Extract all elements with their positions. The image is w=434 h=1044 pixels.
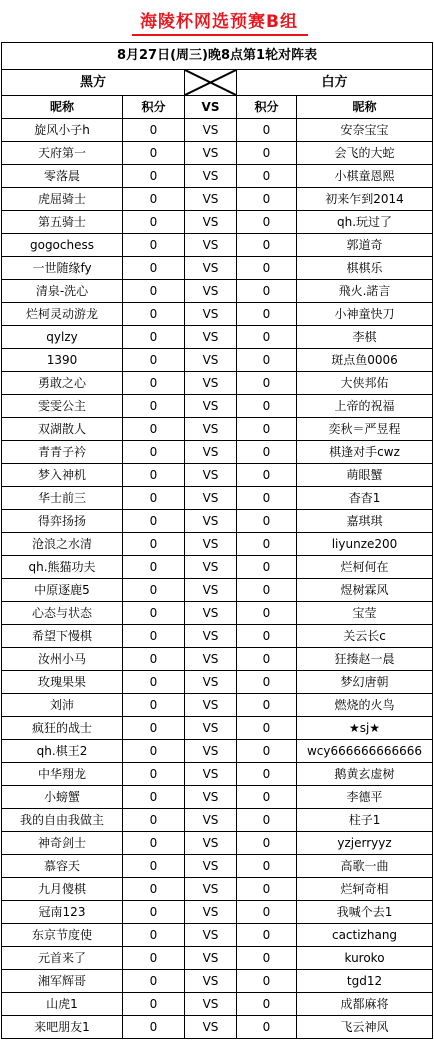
white-player-name: qh.玩过了 [297,211,433,234]
black-score: 0 [123,441,185,464]
subtitle-row [2,43,433,70]
vs-label: VS [185,211,237,234]
white-player-name: 李德平 [297,786,433,809]
table-row [2,717,433,740]
vs-label: VS [185,487,237,510]
white-score: 0 [237,533,297,556]
black-score: 0 [123,372,185,395]
white-score: 0 [237,418,297,441]
white-player-name: 关云长c [297,625,433,648]
black-player-name: 梦入神机 [2,464,123,487]
white-player-name: 燃烧的火鸟 [297,694,433,717]
white-player-name: 棋逢对手cwz [297,441,433,464]
black-score: 0 [123,303,185,326]
white-player-name: 烂轲奇相 [297,878,433,901]
black-score: 0 [123,165,185,188]
black-score: 0 [123,855,185,878]
table-row [2,625,433,648]
vs-label: VS [185,855,237,878]
white-score: 0 [237,257,297,280]
white-score: 0 [237,878,297,901]
black-score: 0 [123,234,185,257]
vs-label: VS [185,1016,237,1039]
white-player-name: 成都麻将 [297,993,433,1016]
black-player-name: 中原逐鹿5 [2,579,123,602]
vs-label: VS [185,119,237,142]
table-row [2,349,433,372]
white-score: 0 [237,855,297,878]
table-row [2,372,433,395]
vs-label: VS [185,142,237,165]
white-player-name: 嘉琪琪 [297,510,433,533]
black-score: 0 [123,487,185,510]
table-row [2,901,433,924]
black-player-name: 慕容天 [2,855,123,878]
black-score: 0 [123,188,185,211]
header-score-right: 积分 [237,96,297,119]
white-score: 0 [237,1016,297,1039]
black-score: 0 [123,924,185,947]
black-score: 0 [123,947,185,970]
white-score: 0 [237,510,297,533]
table-row [2,556,433,579]
black-score: 0 [123,901,185,924]
white-side-label: 白方 [237,70,433,96]
black-player-name: 我的自由我做主 [2,809,123,832]
white-player-name: 梦幻唐朝 [297,671,433,694]
vs-label: VS [185,648,237,671]
white-score: 0 [237,464,297,487]
black-player-name: 东京节度使 [2,924,123,947]
header-score-left: 积分 [123,96,185,119]
table-row [2,142,433,165]
black-player-name: 希望下慢棋 [2,625,123,648]
white-player-name: 杳杳1 [297,487,433,510]
white-player-name: 飛火.諾言 [297,280,433,303]
white-score: 0 [237,924,297,947]
vs-label: VS [185,257,237,280]
table-row [2,786,433,809]
table-row [2,165,433,188]
vs-label: VS [185,602,237,625]
table-row [2,832,433,855]
black-player-name: 得弈扬扬 [2,510,123,533]
black-score: 0 [123,510,185,533]
table-row [2,947,433,970]
white-player-name: 斑点鱼0006 [297,349,433,372]
black-score: 0 [123,763,185,786]
black-player-name: 虎屈骑士 [2,188,123,211]
table-row [2,188,433,211]
white-player-name: 烂柯何在 [297,556,433,579]
vs-label: VS [185,533,237,556]
title-area [0,0,434,42]
vs-label: VS [185,947,237,970]
white-score: 0 [237,280,297,303]
black-score: 0 [123,832,185,855]
table-row [2,487,433,510]
header-vs: VS [185,96,237,119]
black-player-name: 刘沛 [2,694,123,717]
white-score: 0 [237,349,297,372]
table-row [2,694,433,717]
black-score: 0 [123,418,185,441]
vs-label: VS [185,970,237,993]
black-player-name: 来吧朋友1 [2,1016,123,1039]
table-row [2,441,433,464]
white-score: 0 [237,832,297,855]
white-player-name: 郭道奇 [297,234,433,257]
black-score: 0 [123,211,185,234]
table-row [2,1016,433,1039]
vs-label: VS [185,165,237,188]
table-row [2,878,433,901]
white-score: 0 [237,142,297,165]
pairing-table [1,42,433,1039]
black-player-name: 心态与状态 [2,602,123,625]
black-player-name: 一世随缘fy [2,257,123,280]
table-row [2,671,433,694]
header-nick-left: 昵称 [2,96,123,119]
black-player-name: 清泉-洗心 [2,280,123,303]
table-row [2,648,433,671]
white-score: 0 [237,487,297,510]
vs-label: VS [185,418,237,441]
white-score: 0 [237,717,297,740]
white-player-name: 会飞的大蛇 [297,142,433,165]
white-player-name: 奕秋＝严昱程 [297,418,433,441]
white-score: 0 [237,188,297,211]
table-row [2,280,433,303]
table-row [2,809,433,832]
table-row [2,234,433,257]
vs-label: VS [185,395,237,418]
white-score: 0 [237,211,297,234]
white-player-name: 李棋 [297,326,433,349]
white-player-name: 萌眼蟹 [297,464,433,487]
black-score: 0 [123,602,185,625]
black-score: 0 [123,786,185,809]
black-player-name: 天府第一 [2,142,123,165]
table-row [2,510,433,533]
vs-label: VS [185,625,237,648]
black-score: 0 [123,556,185,579]
header-nick-right: 昵称 [297,96,433,119]
white-player-name: yzjerryyz [297,832,433,855]
column-header-row [2,96,433,119]
black-player-name: qylzy [2,326,123,349]
vs-label: VS [185,694,237,717]
vs-label: VS [185,832,237,855]
vs-label: VS [185,326,237,349]
white-score: 0 [237,395,297,418]
black-player-name: 中华翔龙 [2,763,123,786]
black-player-name: 零落晨 [2,165,123,188]
table-row [2,763,433,786]
black-score: 0 [123,257,185,280]
white-player-name: 初来乍到2014 [297,188,433,211]
table-row [2,303,433,326]
white-score: 0 [237,694,297,717]
black-player-name: 汝州小马 [2,648,123,671]
white-player-name: 煜树霖风 [297,579,433,602]
white-player-name: tgd12 [297,970,433,993]
black-player-name: 雯雯公主 [2,395,123,418]
white-score: 0 [237,901,297,924]
black-player-name: 双湖散人 [2,418,123,441]
black-player-name: 青青子衿 [2,441,123,464]
white-player-name: 小棋童恩熙 [297,165,433,188]
black-player-name: 疯狂的战士 [2,717,123,740]
black-player-name: 九月傻棋 [2,878,123,901]
table-row [2,211,433,234]
black-score: 0 [123,717,185,740]
white-player-name: 棋棋乐 [297,257,433,280]
black-player-name: 湘军辉哥 [2,970,123,993]
black-score: 0 [123,1016,185,1039]
vs-label: VS [185,901,237,924]
vs-label: VS [185,303,237,326]
table-row [2,326,433,349]
white-score: 0 [237,579,297,602]
vs-label: VS [185,556,237,579]
white-player-name: 大侠邦佑 [297,372,433,395]
black-player-name: 旋风小子h [2,119,123,142]
vs-label: VS [185,671,237,694]
white-player-name: 上帝的祝福 [297,395,433,418]
white-score: 0 [237,441,297,464]
vs-label: VS [185,878,237,901]
table-row [2,257,433,280]
vs-label: VS [185,579,237,602]
table-row [2,418,433,441]
black-player-name: 冠南123 [2,901,123,924]
white-score: 0 [237,625,297,648]
black-player-name: 第五骑士 [2,211,123,234]
vs-label: VS [185,510,237,533]
white-score: 0 [237,372,297,395]
white-player-name: 柱子1 [297,809,433,832]
black-score: 0 [123,970,185,993]
white-score: 0 [237,786,297,809]
white-player-name: 我喊个去1 [297,901,433,924]
vs-label: VS [185,786,237,809]
white-score: 0 [237,326,297,349]
white-score: 0 [237,119,297,142]
vs-label: VS [185,993,237,1016]
black-score: 0 [123,280,185,303]
black-score: 0 [123,671,185,694]
black-player-name: 山虎1 [2,993,123,1016]
table-row [2,464,433,487]
table-row [2,602,433,625]
table-row [2,993,433,1016]
table-row [2,924,433,947]
vs-label: VS [185,809,237,832]
black-score: 0 [123,694,185,717]
black-side-label: 黑方 [2,70,185,96]
table-row [2,740,433,763]
black-player-name: qh.棋王2 [2,740,123,763]
table-row [2,533,433,556]
white-score: 0 [237,671,297,694]
black-player-name: 沧浪之水清 [2,533,123,556]
black-score: 0 [123,349,185,372]
white-player-name: 安奈宝宝 [297,119,433,142]
vs-label: VS [185,349,237,372]
white-player-name: ★sj★ [297,717,433,740]
white-score: 0 [237,648,297,671]
table-row [2,119,433,142]
vs-label: VS [185,372,237,395]
white-player-name: 鹅黄玄虚树 [297,763,433,786]
white-player-name: 高歌一曲 [297,855,433,878]
white-score: 0 [237,947,297,970]
black-score: 0 [123,809,185,832]
table-row [2,395,433,418]
black-score: 0 [123,740,185,763]
black-score: 0 [123,993,185,1016]
table-row [2,970,433,993]
vs-label: VS [185,188,237,211]
white-score: 0 [237,763,297,786]
black-score: 0 [123,533,185,556]
black-score: 0 [123,395,185,418]
page-title: 海陵杯网选预赛B组 [140,12,298,32]
white-score: 0 [237,993,297,1016]
white-score: 0 [237,165,297,188]
white-player-name: liyunze200 [297,533,433,556]
white-score: 0 [237,303,297,326]
black-player-name: 玫瑰果果 [2,671,123,694]
side-row [2,70,433,96]
white-score: 0 [237,556,297,579]
round-subtitle: 8月27日(周三)晚8点第1轮对阵表 [2,43,433,70]
white-player-name: kuroko [297,947,433,970]
white-player-name: 小神童快刀 [297,303,433,326]
black-player-name: 神奇剑士 [2,832,123,855]
cross-lines [185,70,236,95]
black-score: 0 [123,142,185,165]
white-score: 0 [237,809,297,832]
vs-label: VS [185,464,237,487]
white-player-name: 飞云神风 [297,1016,433,1039]
vs-label: VS [185,280,237,303]
cross-cell [185,70,237,96]
white-score: 0 [237,970,297,993]
black-score: 0 [123,648,185,671]
black-score: 0 [123,625,185,648]
black-score: 0 [123,878,185,901]
white-player-name: 宝莹 [297,602,433,625]
white-score: 0 [237,234,297,257]
white-player-name: 狂揍赵一晨 [297,648,433,671]
white-player-name: wcy666666666666 [297,740,433,763]
white-score: 0 [237,740,297,763]
black-score: 0 [123,326,185,349]
black-player-name: qh.熊猫功夫 [2,556,123,579]
black-player-name: 小螃蟹 [2,786,123,809]
black-score: 0 [123,579,185,602]
white-player-name: cactizhang [297,924,433,947]
title-underline [132,34,308,36]
table-row [2,579,433,602]
black-player-name: 1390 [2,349,123,372]
black-player-name: gogochess [2,234,123,257]
white-score: 0 [237,602,297,625]
vs-label: VS [185,234,237,257]
black-player-name: 元首来了 [2,947,123,970]
vs-label: VS [185,763,237,786]
vs-label: VS [185,924,237,947]
vs-label: VS [185,740,237,763]
black-player-name: 华士前三 [2,487,123,510]
vs-label: VS [185,717,237,740]
black-player-name: 勇敢之心 [2,372,123,395]
black-player-name: 烂柯灵动游龙 [2,303,123,326]
vs-label: VS [185,441,237,464]
black-score: 0 [123,119,185,142]
table-row [2,855,433,878]
black-score: 0 [123,464,185,487]
